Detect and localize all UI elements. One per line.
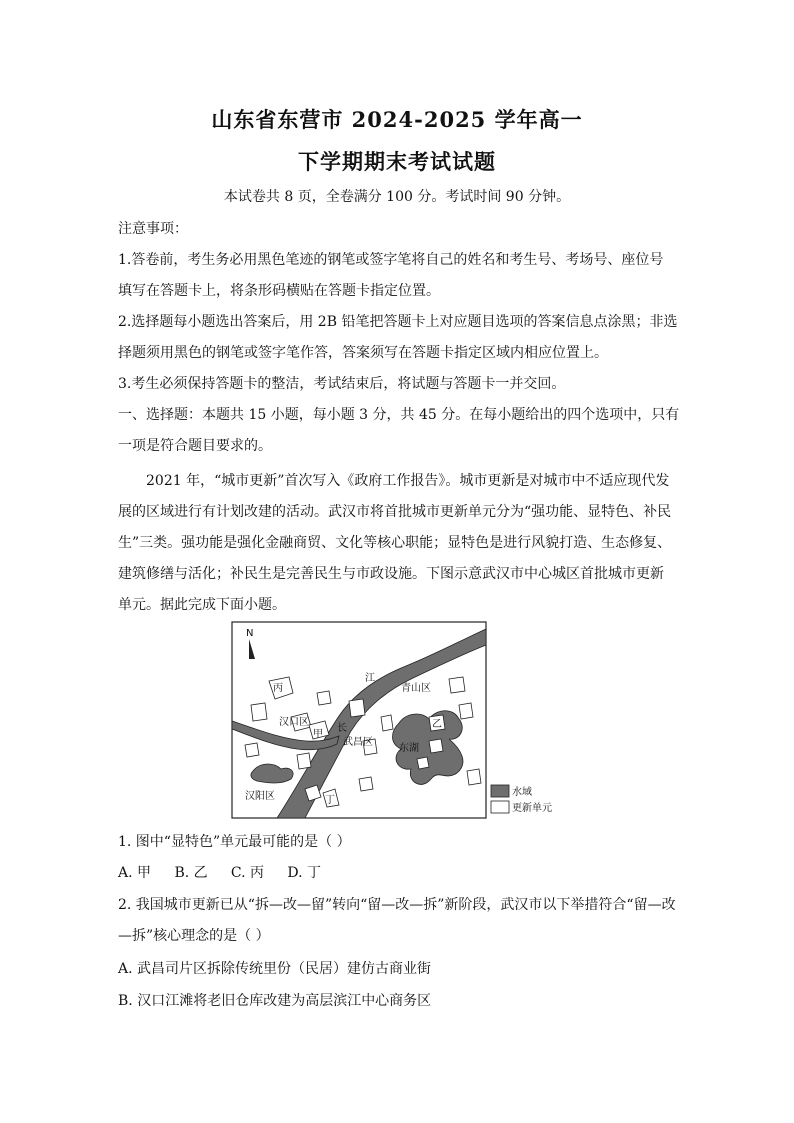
question-1-stem: 1. 图中“显特色”单元最可能的是（ ）: [118, 834, 351, 850]
question-2-stem: 2. 我国城市更新已从“拆—改—留”转向“留—改—拆”新阶段，武汉市以下举措符合“留—改: [118, 897, 676, 913]
passage-line: 建筑修缮与活化；补民生是完善民生与市政设施。下图示意武汉市中心城区首批城市更新: [118, 566, 664, 582]
river-label-jiang: 江: [365, 673, 375, 684]
notice-line: 择题须用黑色的钢笔或签字笔作答，答案须写在答题卡指定区域内相应位置上。: [118, 345, 608, 361]
notice-line: 3.考生必须保持答题卡的整洁，考试结束后，将试题与答题卡一并交回。: [118, 376, 566, 392]
question-2-option-a[interactable]: A. 武昌司片区拆除传统里份（民居）建仿古商业街: [118, 961, 432, 977]
legend-water-swatch: [491, 785, 509, 797]
passage-line: 展的区域进行有计划改建的活动。武汉市将首批城市更新单元分为“强功能、显特色、补民: [118, 504, 672, 520]
option-b[interactable]: B. 乙: [174, 865, 208, 881]
passage-line: 2021 年，“城市更新”首次写入《政府工作报告》。城市更新是对城市中不适应现代发: [146, 473, 670, 489]
exam-title-line1: 山东省东营市 2024-2025 学年高一: [211, 107, 583, 132]
label-jia: 甲: [313, 729, 323, 740]
notice-heading: 注意事项：: [118, 221, 188, 237]
renewal-unit: [429, 739, 443, 753]
map-legend: [491, 785, 552, 814]
renewal-unit: [417, 757, 429, 769]
renewal-unit: [467, 769, 481, 785]
section-heading-cont: 一项是符合题目要求的。: [118, 438, 272, 454]
renewal-unit: [317, 691, 331, 705]
passage-line: 生”三类。强功能是强化金融商贸、文化等核心职能；显特色是进行风貌打造、生态修复、: [118, 535, 672, 551]
wuhan-renewal-map: [231, 621, 567, 819]
section-heading: 一、选择题：本题共 15 小题，每小题 3 分，共 45 分。在每小题给出的四个选项中，只有: [118, 407, 680, 423]
exam-info: 本试卷共 8 页，全卷满分 100 分。考试时间 90 分钟。: [223, 189, 571, 205]
label-hankou: 汉口区: [279, 717, 309, 728]
renewal-unit: [459, 703, 473, 719]
label-hanyang: 汉阳区: [245, 791, 275, 802]
option-a[interactable]: A. 甲: [118, 865, 152, 881]
renewal-unit: [381, 715, 393, 731]
label-qingshan: 青山区: [401, 683, 431, 694]
river-label-chang: 长: [337, 723, 347, 734]
option-d[interactable]: D. 丁: [287, 865, 321, 881]
passage-line: 单元。据此完成下面小题。: [118, 597, 286, 613]
notice-line: 1.答卷前，考生务必用黑色笔迹的钢笔或签字笔将自己的姓名和考生号、考场号、座位号: [118, 252, 664, 268]
label-ding: 丁: [325, 795, 335, 806]
option-c[interactable]: C. 丙: [230, 865, 265, 881]
renewal-unit: [359, 777, 373, 791]
question-2-option-b[interactable]: B. 汉口江滩将老旧仓库改建为高层滨江中心商务区: [118, 993, 432, 1009]
renewal-unit: [449, 677, 465, 693]
notice-line: 填写在答题卡上，将条形码横贴在答题卡指定位置。: [118, 283, 440, 299]
legend-renewal-label: 更新单元: [512, 803, 552, 814]
renewal-unit: [245, 743, 259, 757]
renewal-unit: [251, 703, 267, 721]
notice-line: 2.选择题每小题选出答案后，用 2B 铅笔把答题卡上对应题目选项的答案信息点涂黑；非选: [118, 314, 678, 330]
legend-water-label: 水域: [512, 787, 532, 798]
legend-renewal-swatch: [491, 801, 509, 813]
question-1-options: [118, 862, 339, 882]
label-donghu: 东湖: [399, 743, 419, 754]
label-wuchang: 武昌区: [343, 737, 373, 748]
label-bing: 丙: [273, 683, 283, 694]
question-2-stem-cont: —拆”核心理念的是（ ）: [118, 928, 270, 944]
exam-title-line2: 下学期期末考试试题: [298, 149, 496, 174]
north-label: N: [246, 628, 254, 639]
label-yi: 乙: [432, 719, 442, 730]
renewal-unit: [349, 699, 365, 717]
renewal-unit: [297, 753, 311, 769]
